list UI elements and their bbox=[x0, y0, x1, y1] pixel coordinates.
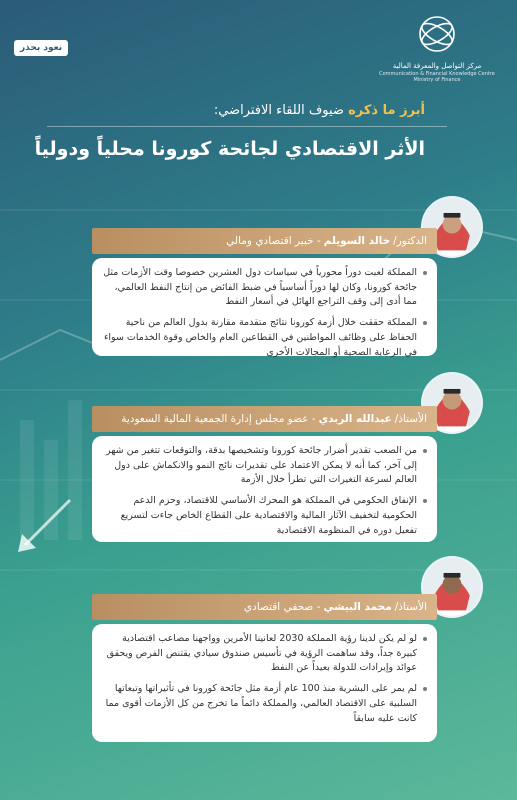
speaker-3-prefix: الأستاذ/ bbox=[394, 601, 427, 613]
speaker-3-role: - صحفي اقتصادي bbox=[243, 601, 321, 613]
headline-rest: ضيوف اللقاء الافتراضي: bbox=[213, 103, 349, 118]
logo-subtitle: Communication & Financial Knowledge Centre bbox=[379, 70, 495, 77]
campaign-tag: نعود بحذر bbox=[14, 40, 68, 56]
speaker-1-point-2: المملكة حققت خلال أزمة كورونا نتائج متقدمة مقارنة بدول العالم من ناحية الحفاظ على وظائف المواطنين في القطاعين العام والخاص وقوة الخدمات سواء في الرعاية الصحية أو المجالات الأخرى bbox=[100, 316, 427, 360]
logo-title: مركز التواصل والمعرفة المالية bbox=[392, 62, 482, 70]
speaker-1-point-1: المملكة لعبت دوراً محورياً في سياسات دول العشرين خصوصا وقت الأزمات مثل جائحة كورونا، وكان لها دوراً أساسياً في ضبط الفائض من إنتاج النفط العالمي، مما أدى إلى وقف التراجع الهائل في أسعار النفط bbox=[100, 266, 427, 310]
page-title: الأثر الاقتصادي لجائحة كورونا محلياً ودولياً bbox=[34, 138, 425, 160]
speaker-2-card bbox=[92, 436, 437, 542]
speaker-2-role: - عضو مجلس إدارة الجمعية المالية السعودية bbox=[121, 413, 316, 425]
speaker-2-header bbox=[92, 406, 437, 432]
speaker-1-card bbox=[92, 258, 437, 356]
speaker-1-name: خالد السويلم bbox=[323, 235, 391, 247]
speaker-3-point-2: لم يمر على البشرية منذ 100 عام أزمة مثل جائحة كورونا في تأثيراتها وتبعاتها السلبية على الاقتصاد العالمي، والمملكة دائماً ما تخرج من كل الأزمات أقوى مما كانت عليه سابقاً bbox=[100, 682, 427, 726]
speaker-2-point-2: الإنفاق الحكومي في المملكة هو المحرك الأساسي للاقتصاد، وحزم الدعم الحكومية لتخفيف الآثار المالية والاقتصادية على القطاع الخاص جاءت لتسريع تفعيل دوره في المنظومة الاقتصادية bbox=[100, 494, 427, 538]
globe-logo-icon bbox=[415, 12, 459, 56]
speaker-3-point-1: لو لم يكن لدينا رؤية المملكة 2030 لعانينا الأمرين وواجهنا مصاعب اقتصادية كبيرة جداً، وقد ساهمت الرؤية في تأسيس صندوق سيادي يقتنص الفرص ويحقق عوائد وإيرادات للدولة بعيداً عن النفط bbox=[100, 632, 427, 676]
speaker-3-header bbox=[92, 594, 437, 620]
speaker-2-prefix: الأستاذ/ bbox=[394, 413, 427, 425]
title-divider bbox=[47, 126, 447, 127]
headline-bold: أبرز ما ذكره bbox=[348, 103, 425, 118]
speaker-1-prefix: الدكتور/ bbox=[393, 235, 427, 247]
speaker-3-name: محمد البيشي bbox=[323, 601, 392, 613]
speaker-3-card bbox=[92, 624, 437, 742]
speaker-1-role: - خبير اقتصادي ومالي bbox=[226, 235, 321, 247]
ministry-logo bbox=[377, 12, 497, 92]
speaker-2-point-1: من الصعب تقدير أضرار جائحة كورونا وتشخيصها بدقة، والتوقعات تتغير من شهر إلى آخر، كما أنه لا يمكن الاعتماد على تقديرات نائج النمو والانكماش على دول العالم لسرعة التغيرات التي تطرأ خلال الأزمة bbox=[100, 444, 427, 488]
logo-ministry: Ministry of Finance bbox=[413, 77, 461, 83]
headline bbox=[214, 103, 425, 118]
speaker-1-header bbox=[92, 228, 437, 254]
speaker-2-name: عبدالله الربدي bbox=[318, 413, 392, 425]
